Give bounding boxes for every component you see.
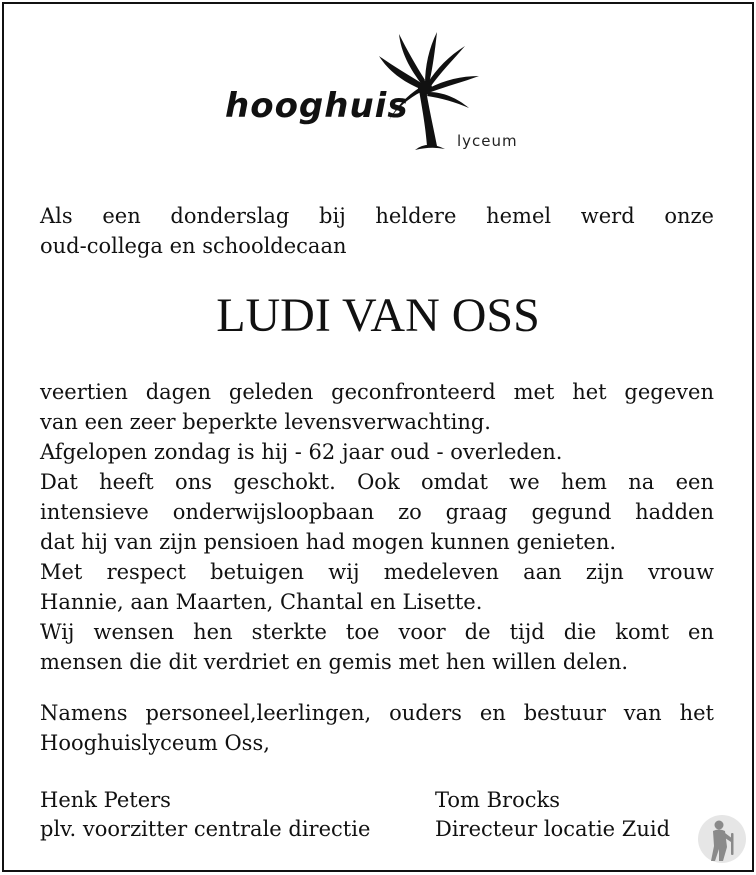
message-paragraph: [40, 377, 714, 677]
mourning-figure-icon: [697, 813, 747, 865]
closing-line: Hooghuislyceum Oss,: [40, 731, 270, 755]
body-line: dat hij van zijn pensioen had mogen kunnen genieten.: [40, 530, 617, 554]
school-logo: [225, 28, 545, 158]
logo-wordmark: hooghuis: [225, 86, 409, 126]
body-line: Afgelopen zondag is hij - 62 jaar oud - overleden.: [40, 440, 563, 464]
body-line: veertien dagen geleden geconfronteerd met het gegeven: [40, 380, 714, 404]
signatory-left: [40, 786, 370, 844]
intro-paragraph: [40, 201, 714, 261]
closing-line: Namens personeel,leerlingen, ouders en bestuur van het: [40, 701, 714, 725]
signatory-name: Tom Brocks: [435, 788, 560, 812]
body-line: Wij wensen hen sterkte toe voor de tijd die komt en: [40, 620, 714, 644]
intro-line: Als een donderslag bij heldere hemel werd onze: [40, 204, 714, 228]
signatory-title: Directeur locatie Zuid: [435, 817, 671, 841]
body-line: Hannie, aan Maarten, Chantal en Lisette.: [40, 590, 483, 614]
signatory-right: [435, 786, 670, 844]
body-line: Dat heeft ons geschokt. Ook omdat we hem na een: [40, 470, 714, 494]
closing-paragraph: [40, 698, 714, 758]
signatory-title: plv. voorzitter centrale directie: [40, 817, 371, 841]
body-line: van een zeer beperkte levensverwachting.: [40, 410, 491, 434]
deceased-name: LUDI VAN OSS: [216, 289, 540, 342]
body-line: Met respect betuigen wij medeleven aan zijn vrouw: [40, 560, 714, 584]
logo-subtitle: lyceum: [457, 132, 518, 150]
signatory-name: Henk Peters: [40, 788, 171, 812]
body-line: mensen die dit verdriet en gemis met hen willen delen.: [40, 650, 629, 674]
body-line: intensieve onderwijsloopbaan zo graag gegund hadden: [40, 500, 714, 524]
intro-line: oud-collega en schooldecaan: [40, 234, 347, 258]
